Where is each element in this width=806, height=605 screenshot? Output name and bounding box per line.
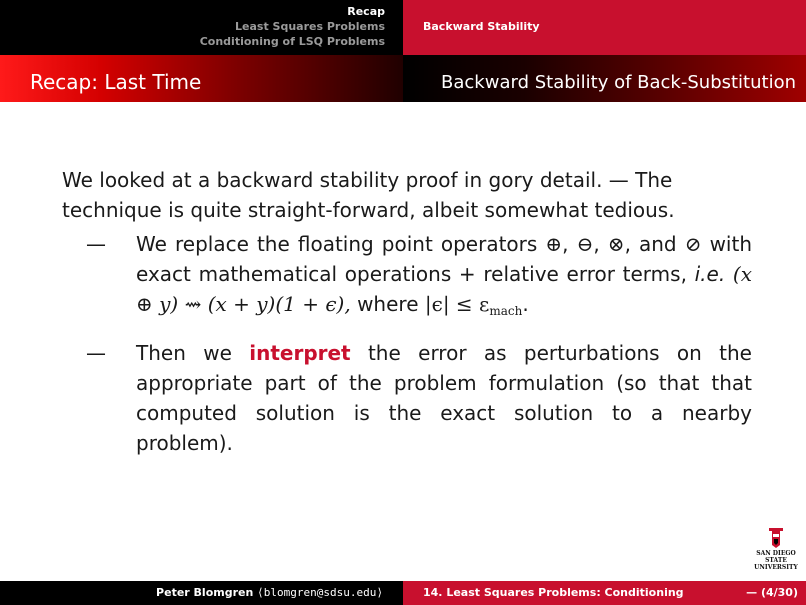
nav-item-conditioning[interactable]: Conditioning of LSQ Problems	[199, 35, 385, 48]
item1-ie: i.e.	[694, 262, 726, 286]
slide-body	[62, 165, 752, 458]
footer-lecture-title: 14. Least Squares Problems: Conditioning	[423, 586, 684, 599]
nav-item-backward-stability[interactable]: Backward Stability	[423, 20, 540, 33]
list-item-text: We replace the floating point operators ⊕, ⊖, ⊗, and ⊘ with exact mathematical operations + relative error terms, i.e. (x ⊕ y) ⇝ (x + y)(1 + ϵ), where $|\epsilon| \le \varepsilon_{mach}$.	[136, 232, 752, 318]
op-plus-symbol: ⊕	[545, 232, 563, 256]
nav-left-panel	[0, 0, 403, 55]
logo-line-2: UNIVERSITY	[754, 564, 798, 571]
sdsu-emblem-icon	[766, 527, 786, 549]
item1-bound-text: |ϵ| ≤ ε	[424, 292, 490, 316]
nav-right-panel	[403, 0, 806, 55]
top-navigation	[0, 0, 806, 55]
item1-and: and	[639, 232, 677, 256]
bullet-list	[62, 229, 752, 458]
item1-bound-sub: mach	[489, 304, 523, 318]
logo-text	[749, 550, 803, 571]
footer-left	[0, 581, 403, 605]
slide-footer	[0, 581, 806, 605]
item1-where: where	[357, 292, 419, 316]
frame-title: Recap: Last Time	[30, 70, 202, 94]
item1-text-start: We replace the floating point operators	[136, 232, 538, 256]
page-number: — (4/30)	[746, 586, 798, 599]
university-logo	[749, 527, 803, 571]
list-item-text	[136, 338, 752, 458]
op-minus-symbol: ⊖	[576, 232, 594, 256]
op-div-symbol: ⊘	[684, 232, 702, 256]
author-name: Peter Blomgren	[156, 586, 254, 599]
item2-text-start: Then we	[136, 341, 232, 365]
frame-header	[0, 55, 806, 102]
item2-emphasis: interpret	[249, 341, 351, 365]
header-left	[0, 55, 403, 102]
footer-right	[403, 581, 806, 605]
frame-subtitle: Backward Stability of Back-Substitution	[441, 72, 796, 93]
author-email[interactable]: ⟨blomgren@sdsu.edu⟩	[257, 586, 383, 599]
item1-end: .	[522, 292, 529, 316]
item1-formula: (x ⊕ y) ⇝ (x + y)(1 + ϵ),	[136, 262, 752, 316]
nav-item-recap[interactable]: Recap	[347, 5, 385, 18]
list-item	[62, 229, 752, 326]
bullet-dash: —	[86, 232, 106, 256]
bullet-dash: —	[86, 341, 106, 365]
logo-line-1: SAN DIEGO STATE	[756, 550, 796, 564]
item2-text-end: the error as perturbations on the appropriate part of the problem formulation (so that that computed solution is the exact solution to a nearby problem).	[136, 341, 752, 455]
nav-item-least-squares[interactable]: Least Squares Problems	[235, 20, 385, 33]
op-times-symbol: ⊗	[607, 232, 625, 256]
item1-bound	[425, 292, 523, 316]
footer-author	[156, 586, 383, 599]
intro-paragraph: We looked at a backward stability proof in gory detail. — The technique is quite straight-forward, albeit somewhat tedious.	[62, 168, 675, 222]
list-item	[62, 338, 752, 458]
header-right	[403, 55, 806, 102]
item1-text-middle: with exact mathematical operations + relative error terms,	[136, 232, 752, 286]
